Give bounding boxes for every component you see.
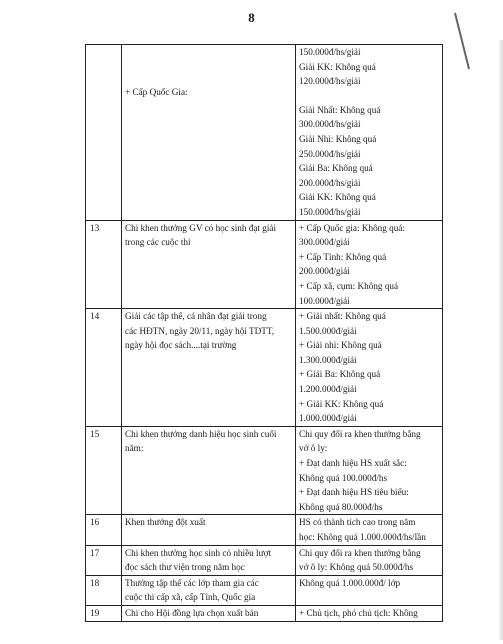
row-reward-value: [296, 45, 443, 221]
reward-table-body: [86, 45, 443, 622]
row-description: [122, 426, 296, 515]
value-line: + Giải nhì: Không quá: [299, 340, 382, 351]
row-reward-value: [296, 515, 443, 545]
value-line: 1.200.000đ/giải: [299, 384, 357, 395]
value-line: Giải Ba: Không quá: [299, 163, 373, 174]
value-line: 100.000đ/giải: [299, 295, 350, 306]
value-line: + Chủ tịch, phó chủ tịch: Không: [299, 607, 418, 618]
value-line: 200.000đ/giải: [299, 266, 350, 277]
table-row: [86, 45, 443, 221]
value-line: vở ô ly:: [299, 443, 328, 454]
description-line: Chi khen thưởng GV có học sinh đạt giải: [125, 222, 277, 233]
table-row: [86, 575, 443, 605]
value-line: Giải Nhất: Không quá: [299, 104, 381, 115]
value-line: Giải KK: Không quá: [299, 61, 376, 72]
value-line: Không quá 1.000.000đ/ lớp: [299, 577, 401, 588]
value-line: + Đạt danh hiệu HS xuất sắc:: [299, 458, 407, 469]
description-line: Chi khen thưởng học sinh có nhiều lượt: [125, 547, 271, 558]
value-line: Không quá 100.000đ/hs: [299, 472, 388, 483]
row-reward-value: [296, 309, 443, 427]
row-description: [122, 575, 296, 605]
value-line: Giải Nhì: Không quá: [299, 133, 377, 144]
value-line: 200.000đ/hs/giải: [299, 177, 361, 188]
value-line: vở ô ly: Không quá 50.000đ/hs: [299, 562, 414, 573]
description-line: + Cấp Quốc Gia:: [125, 87, 188, 97]
table-row: [86, 605, 443, 621]
reward-table: [85, 44, 443, 622]
value-line: + Giải KK: Không quá: [299, 398, 384, 409]
value-line: 300.000đ/hs/giải: [299, 119, 361, 130]
table-row: [86, 515, 443, 545]
value-spacer: [299, 89, 439, 103]
description-line: Thưởng tập thể các lớp tham gia các: [125, 577, 259, 588]
row-number: 18: [86, 575, 122, 605]
value-line: HS có thành tích cao trong năm: [299, 517, 416, 528]
description-line: ngày hội đọc sách....tại trường: [125, 340, 237, 351]
row-description: [122, 545, 296, 575]
row-reward-value: [296, 426, 443, 515]
value-line: học: Không quá 1.000.000đ/hs/lần: [299, 532, 426, 542]
scan-edge-shadow: [498, 40, 503, 640]
value-line: 1.500.000đ/giải: [299, 325, 357, 336]
row-number: 14: [86, 309, 122, 427]
description-line: Chi khen thưởng danh hiệu học sinh cuối: [125, 428, 277, 439]
table-row: [86, 426, 443, 515]
description-line: Khen thưởng đột xuất: [125, 517, 206, 528]
value-line: 150.000đ/hs/giải: [299, 47, 361, 57]
row-reward-value: [296, 605, 443, 621]
description-line: các HĐTN, ngày 20/11, ngày hội TDTT,: [125, 325, 275, 336]
row-number: 19: [86, 605, 122, 621]
row-description: [122, 309, 296, 427]
row-reward-value: [296, 220, 443, 309]
value-line: + Giải Ba: Không quá: [299, 369, 381, 380]
value-line: 300.000đ/giải: [299, 237, 350, 248]
row-reward-value: [296, 575, 443, 605]
row-number: 13: [86, 220, 122, 309]
row-number: [86, 45, 122, 221]
value-line: 150.000đ/hs/giải: [299, 206, 361, 217]
value-line: 120.000đ/hs/giải: [299, 76, 361, 87]
table-row: [86, 545, 443, 575]
description-line: Giải các tập thể, cá nhân đạt giải trong: [125, 311, 267, 322]
value-line: + Đạt danh hiệu HS tiêu biểu:: [299, 487, 409, 498]
value-line: 1.000.000đ/giải: [299, 413, 357, 424]
row-number: 15: [86, 426, 122, 515]
row-description: [122, 515, 296, 545]
description-line: đọc sách thư viện trong năm học: [125, 562, 245, 573]
page-number: 8: [248, 10, 255, 25]
description-line: năm:: [125, 443, 144, 454]
description-line: Chi cho Hội đồng lựa chọn xuất bản: [125, 607, 259, 618]
row-number: 17: [86, 545, 122, 575]
row-description: [122, 220, 296, 309]
row-description: [122, 605, 296, 621]
row-reward-value: [296, 545, 443, 575]
description-line: cuộc thi cấp xã, cấp Tỉnh, Quốc gia: [125, 592, 256, 603]
value-line: Giải KK: Không quá: [299, 192, 376, 203]
table-row: [86, 309, 443, 427]
value-line: 1.300.000đ/giải: [299, 354, 357, 365]
value-line: 250.000đ/hs/giải: [299, 148, 361, 159]
table-row: [86, 220, 443, 309]
row-number: 16: [86, 515, 122, 545]
description-line: trong các cuộc thi: [125, 237, 191, 248]
value-line: + Cấp Quốc gia: Không quá:: [299, 222, 405, 233]
value-line: + Giải nhất: Không quá: [299, 311, 386, 322]
value-line: + Cấp Tỉnh: Không quá: [299, 251, 387, 262]
value-line: + Cấp xã, cụm: Không quá: [299, 280, 399, 291]
value-line: Chi quy đổi ra khen thưởng bằng: [299, 428, 421, 439]
row-description: [122, 45, 296, 221]
value-line: Chi quy đổi ra khen thưởng bằng: [299, 547, 421, 558]
value-line: Không quá 80.000đ/hs: [299, 501, 383, 512]
